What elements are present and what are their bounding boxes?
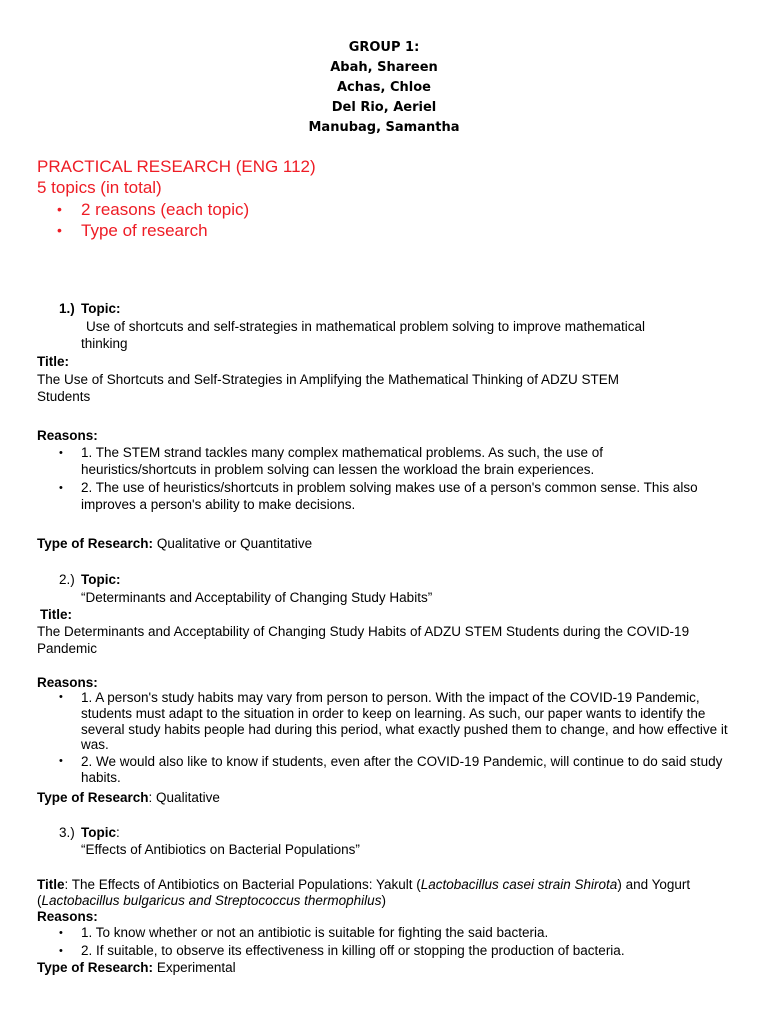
topic-text: thinking (81, 336, 128, 351)
title-label: Title: (37, 354, 70, 369)
title-line (37, 876, 757, 893)
research-type (37, 959, 236, 976)
type-label: Type of Research: (37, 960, 154, 975)
member-name: Abah, Shareen (330, 60, 438, 75)
reasons-label: Reasons: (37, 428, 98, 443)
species-name: Lactobacillus bulgaricus and Streptococcus thermophilus (41, 893, 382, 908)
title-text: Students (37, 389, 91, 404)
reason-item: • 2. We would also like to know if students, even after the COVID-19 Pandemic, will continue to do said study habits. (37, 754, 737, 786)
title-text: : The Effects of Antibiotics on Bacterial Populations: Yakult ( (64, 877, 421, 892)
research-type (37, 789, 220, 806)
reasons-list (37, 690, 737, 786)
topic-text: Use of shortcuts and self-strategies in mathematical problem solving to improve mathematical (86, 319, 645, 334)
reason-item: • 1. The STEM strand tackles many complex mathematical problems. As such, the use of heuristics/shortcuts in problem solving can lessen the workload the brain experiences. (37, 445, 717, 478)
reason-item: • 1. A person's study habits may vary from person to person. With the impact of the COVID-19 Pandemic, students must adapt to the situation in order to keep on learning. As such, our paper wants to identify the several study habits people had during this period, what exactly pushed them to change, and how effective it was. (37, 690, 737, 753)
type-value: Experimental (156, 960, 236, 975)
species-name: Lactobacillus casei strain Shirota (420, 877, 618, 892)
paren-close: ) (381, 893, 386, 908)
topic-label: Topic: (81, 301, 121, 316)
topic-label: Topic: (81, 572, 121, 587)
type-value: Qualitative or Quantitative (156, 536, 313, 551)
title-line (37, 892, 386, 909)
reason-item: • 2. The use of heuristics/shortcuts in problem solving makes use of a person's common sense. This also improves a person's ability to make decisions. (37, 480, 717, 513)
reason-item: • 2. If suitable, to observe its effectiveness in killing off or stopping the production of bacteria. (37, 943, 737, 960)
course-requirements (37, 199, 249, 241)
reasons-label: Reasons: (37, 675, 98, 690)
topic-colon: : (116, 825, 120, 840)
topic-text: “Determinants and Acceptability of Changing Study Habits” (81, 590, 433, 605)
topic-number: 3.) (59, 825, 75, 840)
title-label: Title (37, 877, 65, 892)
type-value: : Qualitative (148, 790, 220, 805)
research-type (37, 535, 312, 552)
paren-open: ( (37, 893, 42, 908)
topic-number: 2.) (59, 572, 75, 587)
course-subtitle: 5 topics (in total) (37, 178, 162, 197)
reasons-label: Reasons: (37, 909, 98, 924)
title-text: The Use of Shortcuts and Self-Strategies in Amplifying the Mathematical Thinking of ADZU STEM (37, 372, 620, 387)
reasons-list (37, 445, 717, 513)
title-text: Pandemic (37, 641, 98, 656)
type-label: Type of Research (37, 790, 149, 805)
requirement-item: • 2 reasons (each topic) (37, 199, 249, 220)
course-title: PRACTICAL RESEARCH (ENG 112) (37, 157, 316, 176)
title-text: The Determinants and Acceptability of Changing Study Habits of ADZU STEM Students during the COVID-19 (37, 624, 690, 639)
member-name: Achas, Chloe (337, 80, 431, 95)
title-label: Title: (40, 607, 73, 622)
member-name: Del Rio, Aeriel (331, 100, 437, 115)
reasons-list (37, 925, 737, 959)
type-label: Type of Research: (37, 536, 154, 551)
group-header (0, 38, 768, 138)
topic-heading (81, 824, 120, 841)
topic-number: 1.) (59, 301, 75, 316)
course-block (37, 156, 316, 198)
title-text: ) and Yogurt (617, 877, 691, 892)
requirement-item: • Type of research (37, 220, 249, 241)
topic-text: “Effects of Antibiotics on Bacterial Populations” (81, 842, 360, 857)
member-name: Manubag, Samantha (308, 120, 460, 135)
reason-item: • 1. To know whether or not an antibiotic is suitable for fighting the said bacteria. (37, 925, 737, 942)
group-label: GROUP 1: (348, 40, 420, 55)
topic-label: Topic (81, 825, 116, 840)
